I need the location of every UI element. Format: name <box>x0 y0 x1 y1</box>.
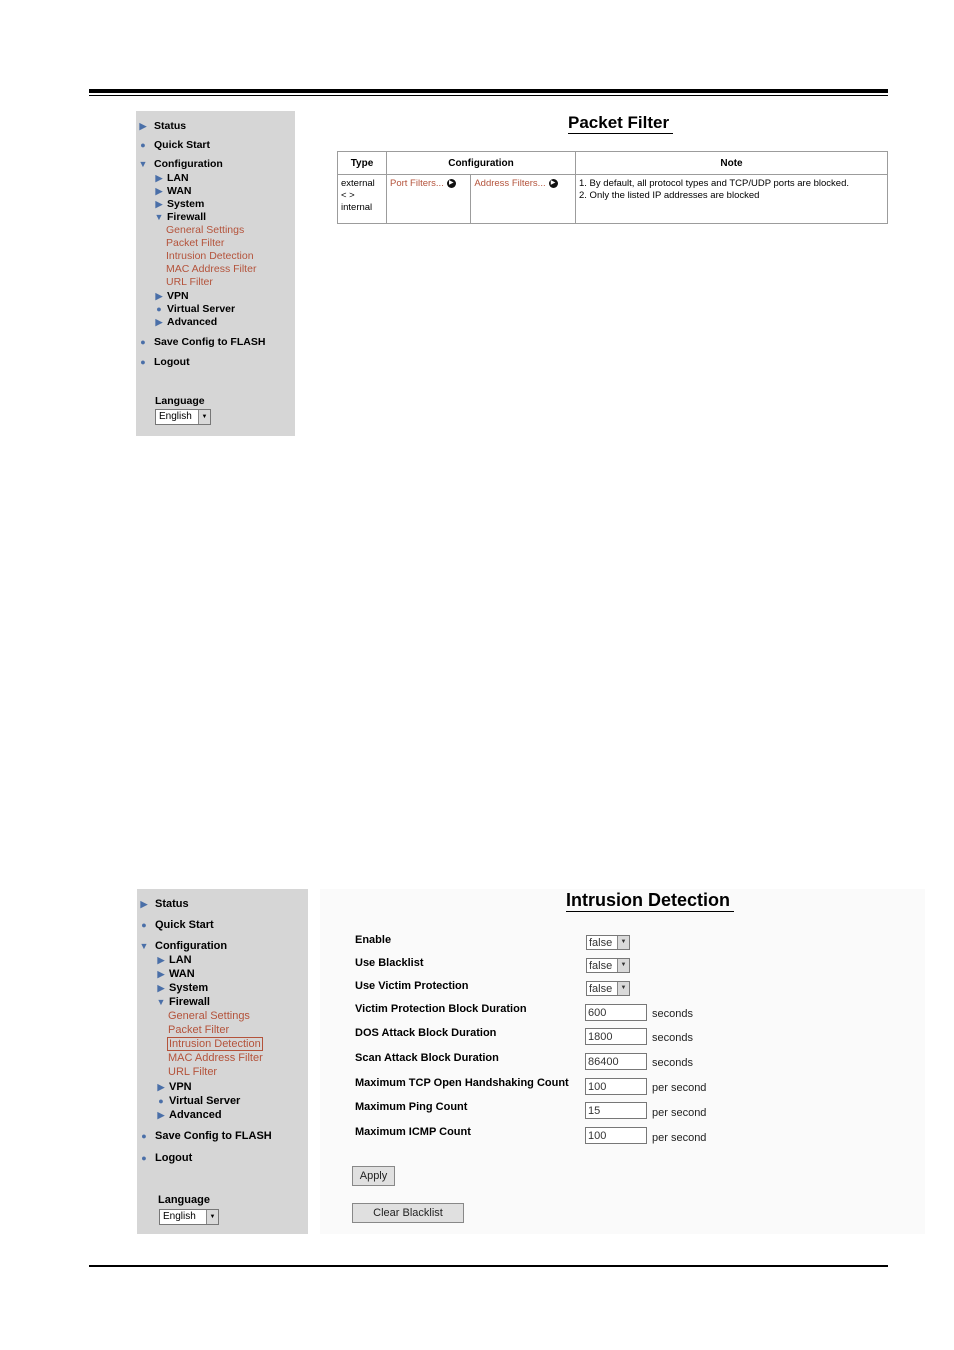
sidebar-nav-packet-filter <box>136 111 295 436</box>
sidebar-link-intrusion-detection[interactable]: Intrusion Detection <box>166 250 254 262</box>
note-line-2: 2. Only the listed IP addresses are blocked <box>579 190 760 201</box>
sidebar-nav-intrusion-detection <box>137 889 308 1234</box>
note-line-1: 1. By default, all protocol types and TCP/UDP ports are blocked. <box>579 178 850 189</box>
note-cell <box>576 175 888 224</box>
sidebar-item-save-config[interactable]: ● Save Config to FLASH <box>138 336 265 348</box>
col-header-note: Note <box>576 152 888 175</box>
unit-label: seconds <box>652 1032 693 1044</box>
chevron-down-icon: ▼ <box>617 982 629 995</box>
sidebar-item-vpn[interactable]: ▶ VPN <box>157 1081 192 1093</box>
footer-rule <box>89 1265 888 1267</box>
chevron-down-icon: ▼ <box>198 410 210 424</box>
dos-attack-block-duration-input[interactable]: 1800 <box>585 1028 647 1045</box>
unit-label: per second <box>652 1082 707 1094</box>
sidebar-link-mac-address-filter[interactable]: MAC Address Filter <box>168 1052 263 1064</box>
sidebar-item-virtual-server[interactable]: ● Virtual Server <box>156 1095 240 1107</box>
sidebar-link-packet-filter[interactable]: Packet Filter <box>166 237 225 249</box>
chevron-down-icon: ▼ <box>617 959 629 972</box>
packet-filter-table <box>337 151 888 224</box>
language-select[interactable]: English ▼ <box>155 409 211 425</box>
enable-select[interactable]: false ▼ <box>586 935 630 950</box>
max-ping-count-label: Maximum Ping Count <box>355 1101 468 1113</box>
triangle-down-icon: ▼ <box>138 159 148 169</box>
max-icmp-count-input[interactable]: 100 <box>585 1127 647 1144</box>
triangle-down-icon: ▼ <box>139 941 149 951</box>
sidebar-item-vpn[interactable]: ▶ VPN <box>155 290 189 302</box>
use-victim-protection-label: Use Victim Protection <box>355 980 469 992</box>
triangle-right-icon: ▶ <box>155 173 163 183</box>
type-cell: external < > internal <box>338 175 387 224</box>
sidebar-item-logout[interactable]: ● Logout <box>139 1152 192 1164</box>
triangle-right-icon: ▶ <box>155 317 163 327</box>
chevron-down-icon: ▼ <box>617 936 629 949</box>
sidebar-item-configuration[interactable]: ▼ Configuration <box>139 940 228 952</box>
sidebar-link-url-filter[interactable]: URL Filter <box>166 276 213 288</box>
arrow-right-icon[interactable]: ▶ <box>549 179 558 188</box>
sidebar-item-lan[interactable]: ▶ LAN <box>155 172 189 184</box>
triangle-right-icon: ▶ <box>157 1082 165 1092</box>
circle-icon: ● <box>140 357 146 367</box>
unit-label: per second <box>652 1107 707 1119</box>
sidebar-item-virtual-server[interactable]: ● Virtual Server <box>154 303 235 315</box>
sidebar-link-mac-address-filter[interactable]: MAC Address Filter <box>166 263 257 275</box>
sidebar-item-quick-start[interactable]: ● Quick Start <box>139 919 214 931</box>
circle-icon: ● <box>156 304 162 314</box>
scan-attack-block-duration-input[interactable]: 86400 <box>585 1053 647 1070</box>
table-row <box>338 175 888 224</box>
unit-label: seconds <box>652 1008 693 1020</box>
sidebar-link-url-filter[interactable]: URL Filter <box>168 1066 218 1078</box>
triangle-right-icon: ▶ <box>155 186 163 196</box>
sidebar-item-firewall[interactable]: ▼ Firewall <box>156 996 210 1008</box>
triangle-right-icon: ▶ <box>157 969 165 979</box>
max-ping-count-input[interactable]: 15 <box>585 1102 647 1119</box>
sidebar-item-lan[interactable]: ▶ LAN <box>157 954 192 966</box>
clear-blacklist-button[interactable]: Clear Blacklist <box>352 1203 464 1223</box>
sidebar-item-system[interactable]: ▶ System <box>155 198 205 210</box>
page-title-packet-filter: Packet Filter <box>568 113 673 134</box>
address-filters-link[interactable]: Address Filters... <box>474 178 546 189</box>
triangle-down-icon: ▼ <box>156 997 166 1007</box>
sidebar-item-advanced[interactable]: ▶ Advanced <box>157 1109 222 1121</box>
sidebar-item-configuration[interactable]: ▼ Configuration <box>138 158 223 170</box>
circle-icon: ● <box>141 1153 147 1163</box>
language-label: Language <box>158 1194 210 1206</box>
page-title-intrusion-detection: Intrusion Detection <box>566 890 734 912</box>
circle-icon: ● <box>140 140 146 150</box>
col-header-type: Type <box>338 152 387 175</box>
triangle-right-icon: ▶ <box>155 199 163 209</box>
use-blacklist-select[interactable]: false ▼ <box>586 958 630 973</box>
apply-button[interactable]: Apply <box>352 1166 395 1186</box>
sidebar-item-save-config[interactable]: ● Save Config to FLASH <box>139 1130 272 1142</box>
sidebar-item-system[interactable]: ▶ System <box>157 982 209 994</box>
max-icmp-count-label: Maximum ICMP Count <box>355 1126 471 1138</box>
victim-protection-block-duration-label: Victim Protection Block Duration <box>355 1003 527 1015</box>
arrow-right-icon[interactable]: ▶ <box>447 179 456 188</box>
language-select[interactable]: English ▼ <box>159 1209 219 1225</box>
circle-icon: ● <box>141 920 147 930</box>
sidebar-item-firewall[interactable]: ▼ Firewall <box>154 211 207 223</box>
unit-label: per second <box>652 1132 707 1144</box>
port-filters-link[interactable]: Port Filters... <box>390 178 444 189</box>
header-rule-thin <box>89 95 888 96</box>
sidebar-item-quick-start[interactable]: ● Quick Start <box>138 139 210 151</box>
header-rule <box>89 89 888 93</box>
sidebar-item-wan[interactable]: ▶ WAN <box>155 185 192 197</box>
use-blacklist-label: Use Blacklist <box>355 957 424 969</box>
sidebar-item-status[interactable]: ▶ Status <box>139 120 187 132</box>
port-filters-cell <box>387 175 471 224</box>
sidebar-item-logout[interactable]: ● Logout <box>138 356 190 368</box>
triangle-right-icon: ▶ <box>140 899 148 909</box>
enable-label: Enable <box>355 934 392 946</box>
max-tcp-open-handshaking-count-input[interactable]: 100 <box>585 1078 647 1095</box>
sidebar-link-packet-filter[interactable]: Packet Filter <box>168 1024 230 1036</box>
triangle-down-icon: ▼ <box>154 212 164 222</box>
circle-icon: ● <box>158 1096 164 1106</box>
language-label: Language <box>155 395 205 407</box>
triangle-right-icon: ▶ <box>157 1110 165 1120</box>
address-filters-cell <box>471 175 576 224</box>
chevron-down-icon: ▼ <box>206 1210 218 1224</box>
victim-protection-block-duration-input[interactable]: 600 <box>585 1004 647 1021</box>
circle-icon: ● <box>141 1131 147 1141</box>
sidebar-link-general-settings[interactable]: General Settings <box>166 224 245 236</box>
triangle-right-icon: ▶ <box>157 983 165 993</box>
triangle-right-icon: ▶ <box>157 955 165 965</box>
sidebar-link-intrusion-detection[interactable]: Intrusion Detection <box>169 1038 261 1050</box>
sidebar-link-general-settings[interactable]: General Settings <box>168 1010 250 1022</box>
use-victim-protection-select[interactable]: false ▼ <box>586 981 630 996</box>
scan-attack-block-duration-label: Scan Attack Block Duration <box>355 1052 499 1064</box>
circle-icon: ● <box>140 337 146 347</box>
max-tcp-open-handshaking-count-label: Maximum TCP Open Handshaking Count <box>355 1077 569 1089</box>
triangle-right-icon: ▶ <box>155 291 163 301</box>
sidebar-item-status[interactable]: ▶ Status <box>140 898 189 910</box>
col-header-configuration: Configuration <box>387 152 576 175</box>
sidebar-item-wan[interactable]: ▶ WAN <box>157 968 195 980</box>
triangle-right-icon: ▶ <box>139 121 147 131</box>
dos-attack-block-duration-label: DOS Attack Block Duration <box>355 1027 497 1039</box>
unit-label: seconds <box>652 1057 693 1069</box>
sidebar-item-advanced[interactable]: ▶ Advanced <box>155 316 218 328</box>
